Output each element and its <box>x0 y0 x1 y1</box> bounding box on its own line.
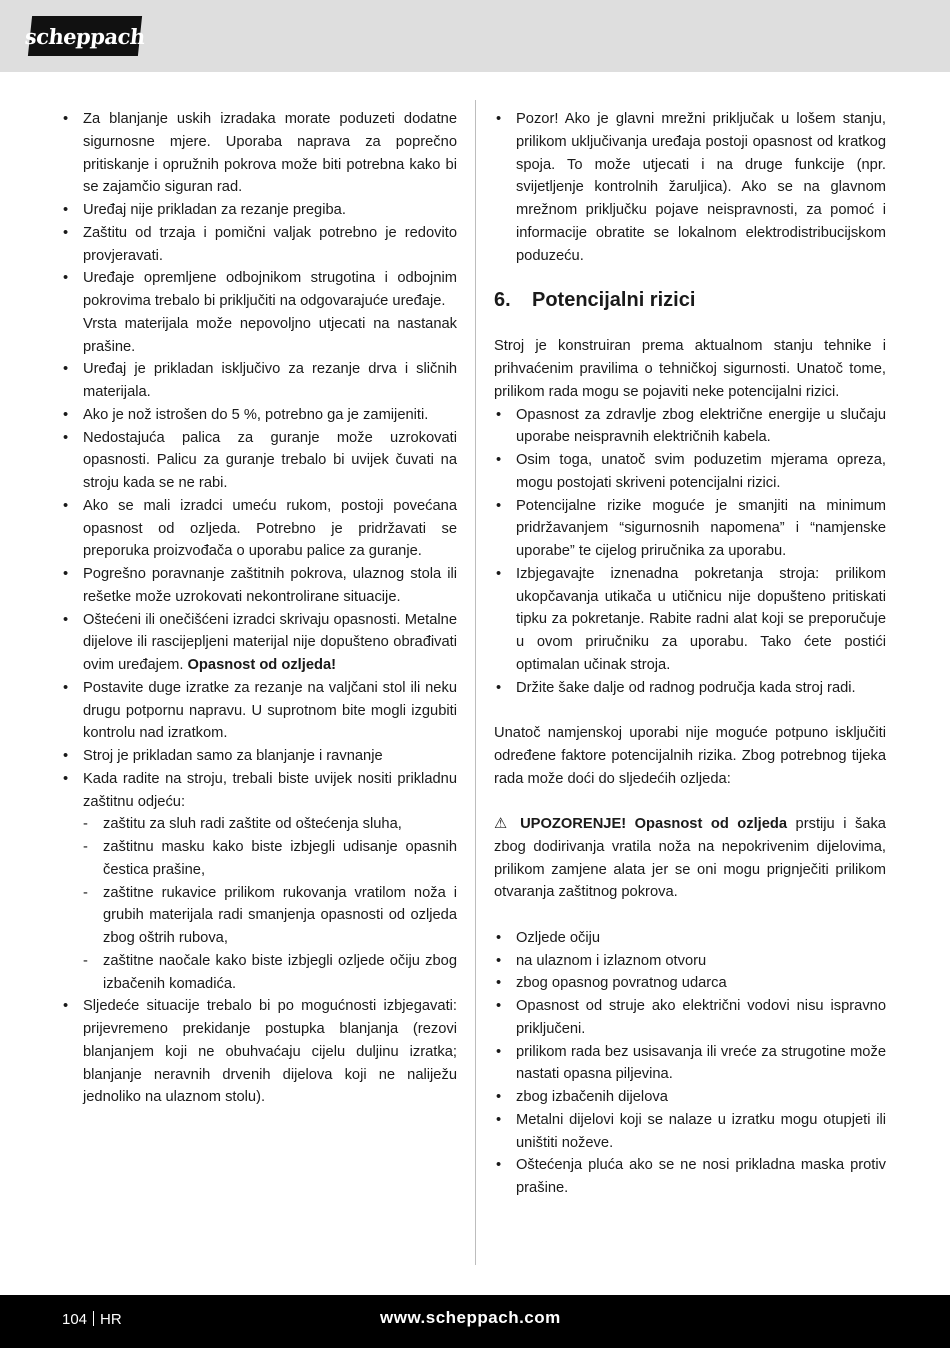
section-number: 6. <box>494 289 511 312</box>
danger-emphasis: Opasnost od ozljeda! <box>187 657 337 673</box>
section-title: Potencijalni rizici <box>532 289 696 312</box>
injury-list <box>494 927 886 1200</box>
website-link[interactable]: www.scheppach.com <box>380 1308 561 1327</box>
list-item-continuation: Vrsta materijala može nepovoljno utjecati na nastanak prašine. <box>83 315 457 355</box>
list-item: • Ako je nož istrošen do 5 %, potrebno ga je zamijeniti. <box>61 404 457 427</box>
list-item: • Ako se mali izradci umeću rukom, postoji povećana opasnost od ozljeda. Potrebno je pridržavati se preporuka proizvođača o uporabu palice za guranje. <box>61 495 457 563</box>
list-item: • Kada radite na stroju, trebali biste uvijek nositi prikladnu zaštitnu odjeću: <box>61 768 457 814</box>
risk-list <box>494 404 886 700</box>
list-item: • zbog opasnog povratnog udarca <box>494 972 886 995</box>
dash-item: - zaštitu za sluh radi zaštite od oštećenja sluha, <box>61 813 457 836</box>
list-item: • Uređaj je prikladan isključivo za rezanje drva i sličnih materijala. <box>61 358 457 404</box>
list-item: • Za blanjanje uskih izradaka morate poduzeti dodatne sigurnosne mjere. Uporaba naprava za poprečno pritiskanje i opružnih pokrova može biti potrebna kako bi se zajamčio siguran rad. <box>61 108 457 199</box>
list-item: • Pozor! Ako je glavni mrežni priključak u lošem stanju, prilikom uključivanja uređaja postoji opasnost od kratkog spoja. To može utjecati i na druge funkcije (npr. svijetljenje kontrolnih žaruljica). Ako se na glavnom mrežnom priključku pojave neispravnosti, za pomoć i informacije obratite se lokalnom elektrodistribucijskom poduzeću. <box>494 108 886 267</box>
dash-item: - zaštitne naočale kako biste izbjegli ozljede očiju zbog izbačenih komadića. <box>61 950 457 996</box>
page-number: 104 <box>62 1311 88 1328</box>
list-item: • Oštećenja pluća ako se ne nosi prikladna maska protiv prašine. <box>494 1154 886 1200</box>
section-heading <box>494 287 886 313</box>
list-item: • Zaštitu od trzaja i pomični valjak potrebno je redovito provjeravati. <box>61 222 457 268</box>
list-item: • Ozljede očiju <box>494 927 886 950</box>
list-item: • Stroj je prikladan samo za blanjanje i ravnanje <box>61 745 457 768</box>
warning-label: UPOZORENJE! Opasnost od ozljeda <box>520 816 788 832</box>
safety-list <box>494 108 886 267</box>
list-item-text: Oštećeni ili onečišćeni izradci skrivaju opasnosti. Metalne dijelove ili rascijepljeni materijal nije dopušteno obrađivati ovim uređajem. <box>83 611 457 673</box>
page-footer <box>0 1295 950 1348</box>
safety-list <box>61 358 457 1109</box>
list-item: • Postavite duge izratke za rezanje na valjčani stol ili neku drugu potpornu napravu. U suprotnom bite mogli izgubiti kontrolu nad izratkom. <box>61 677 457 745</box>
page-number-block <box>62 1311 122 1328</box>
safety-list <box>61 108 457 313</box>
dash-item: - zaštitne rukavice prilikom rukovanja vratilom noža i grubih materijala radi smanjenja opasnosti od ozljeda zbog oštrih rubova, <box>61 882 457 950</box>
list-item: • Osim toga, unatoč svim poduzetim mjerama opreza, mogu postojati skriveni potencijalni rizici. <box>494 449 886 495</box>
list-item: • prilikom rada bez usisavanja ili vreće za strugotine može nastati opasna piljevina. <box>494 1041 886 1087</box>
dash-item: - zaštitnu masku kako biste izbjegli udisanje opasnih čestica prašine, <box>61 836 457 882</box>
left-column <box>61 108 457 1109</box>
scheppach-logo: scheppach <box>28 16 142 56</box>
list-item: • Nedostajuća palica za guranje može uzrokovati opasnosti. Palicu za guranje trebalo bi uvijek čuvati na stroju kada se ne rabi. <box>61 427 457 495</box>
intro-paragraph: Stroj je konstruiran prema aktualnom stanju tehnike i prihvaćenim pravilima o tehničkoj sigurnosti. Unatoč tome, prilikom rada mogu se pojaviti neke potencijalni rizici. <box>494 338 886 400</box>
list-item: • Opasnost za zdravlje zbog električne energije u slučaju uporabe neispravnih električnih kabela. <box>494 404 886 450</box>
list-item: • Držite šake dalje od radnog područja kada stroj radi. <box>494 677 886 700</box>
list-item: • Potencijalne rizike moguće je smanjiti na minimum pridržavanjem “sigurnosnih napomena” i “namjenske uporabe” te cijelog priručnika za uporabu. <box>494 495 886 563</box>
page-header <box>0 0 950 72</box>
residual-risk-paragraph: Unatoč namjenskoj uporabi nije moguće potpuno isključiti određene faktore potencijalnih rizika. Zbog potrebnog tijeka rada može doći do sljedećih ozljeda: <box>494 725 886 787</box>
list-item: • Opasnost od struje ako električni vodovi nisu ispravno priključeni. <box>494 995 886 1041</box>
column-divider <box>475 100 476 1265</box>
right-column <box>494 108 886 1200</box>
list-item <box>61 609 457 677</box>
list-item: • Uređaj nije prikladan za rezanje pregiba. <box>61 199 457 222</box>
warning-text: prstiju i šaka zbog dodirivanja vratila noža na nepokrivenim dijelovima, prilikom zamjene alata jer se oni mogu prignječiti prilikom otvaranja zaštitnog pokrova. <box>494 816 886 901</box>
list-item: • Pogrešno poravnanje zaštitnih pokrova, ulaznog stola ili rešetke može uzrokovati nekontrolirane situacije. <box>61 563 457 609</box>
list-item: • Sljedeće situacije trebalo bi po mogućnosti izbjegavati: prijevremeno prekidanje postupka blanjanja (rezovi blanjanjem koji ne obuhvaćaju cijelu duljinu izratka; blanjanje neravnih drvenih dijelova koji ne naliježu jednoliko na ulaznom stolu). <box>61 995 457 1109</box>
list-item: • zbog izbačenih dijelova <box>494 1086 886 1109</box>
language-code: HR <box>100 1311 122 1328</box>
list-item: • na ulaznom i izlaznom otvoru <box>494 950 886 973</box>
list-item: • Uređaje opremljene odbojnikom strugotina i odbojnim pokrovima trebalo bi priključiti na odgovarajuće uređaje. <box>61 267 457 313</box>
list-item: • Izbjegavajte iznenadna pokretanja stroja: prilikom ukopčavanja utikača u utičnicu nije dopušteno pritiskati tipku za pokretanje. Rabite radni alat koji se preporučuje u ovom priručniku za uporabu. Tako ćete postići optimalan učinak stroja. <box>494 563 886 677</box>
list-item: • Metalni dijelovi koji se nalaze u izratku mogu otupjeti ili uništiti noževe. <box>494 1109 886 1155</box>
warning-paragraph <box>494 813 886 904</box>
warning-triangle-icon: ⚠ <box>494 816 512 832</box>
